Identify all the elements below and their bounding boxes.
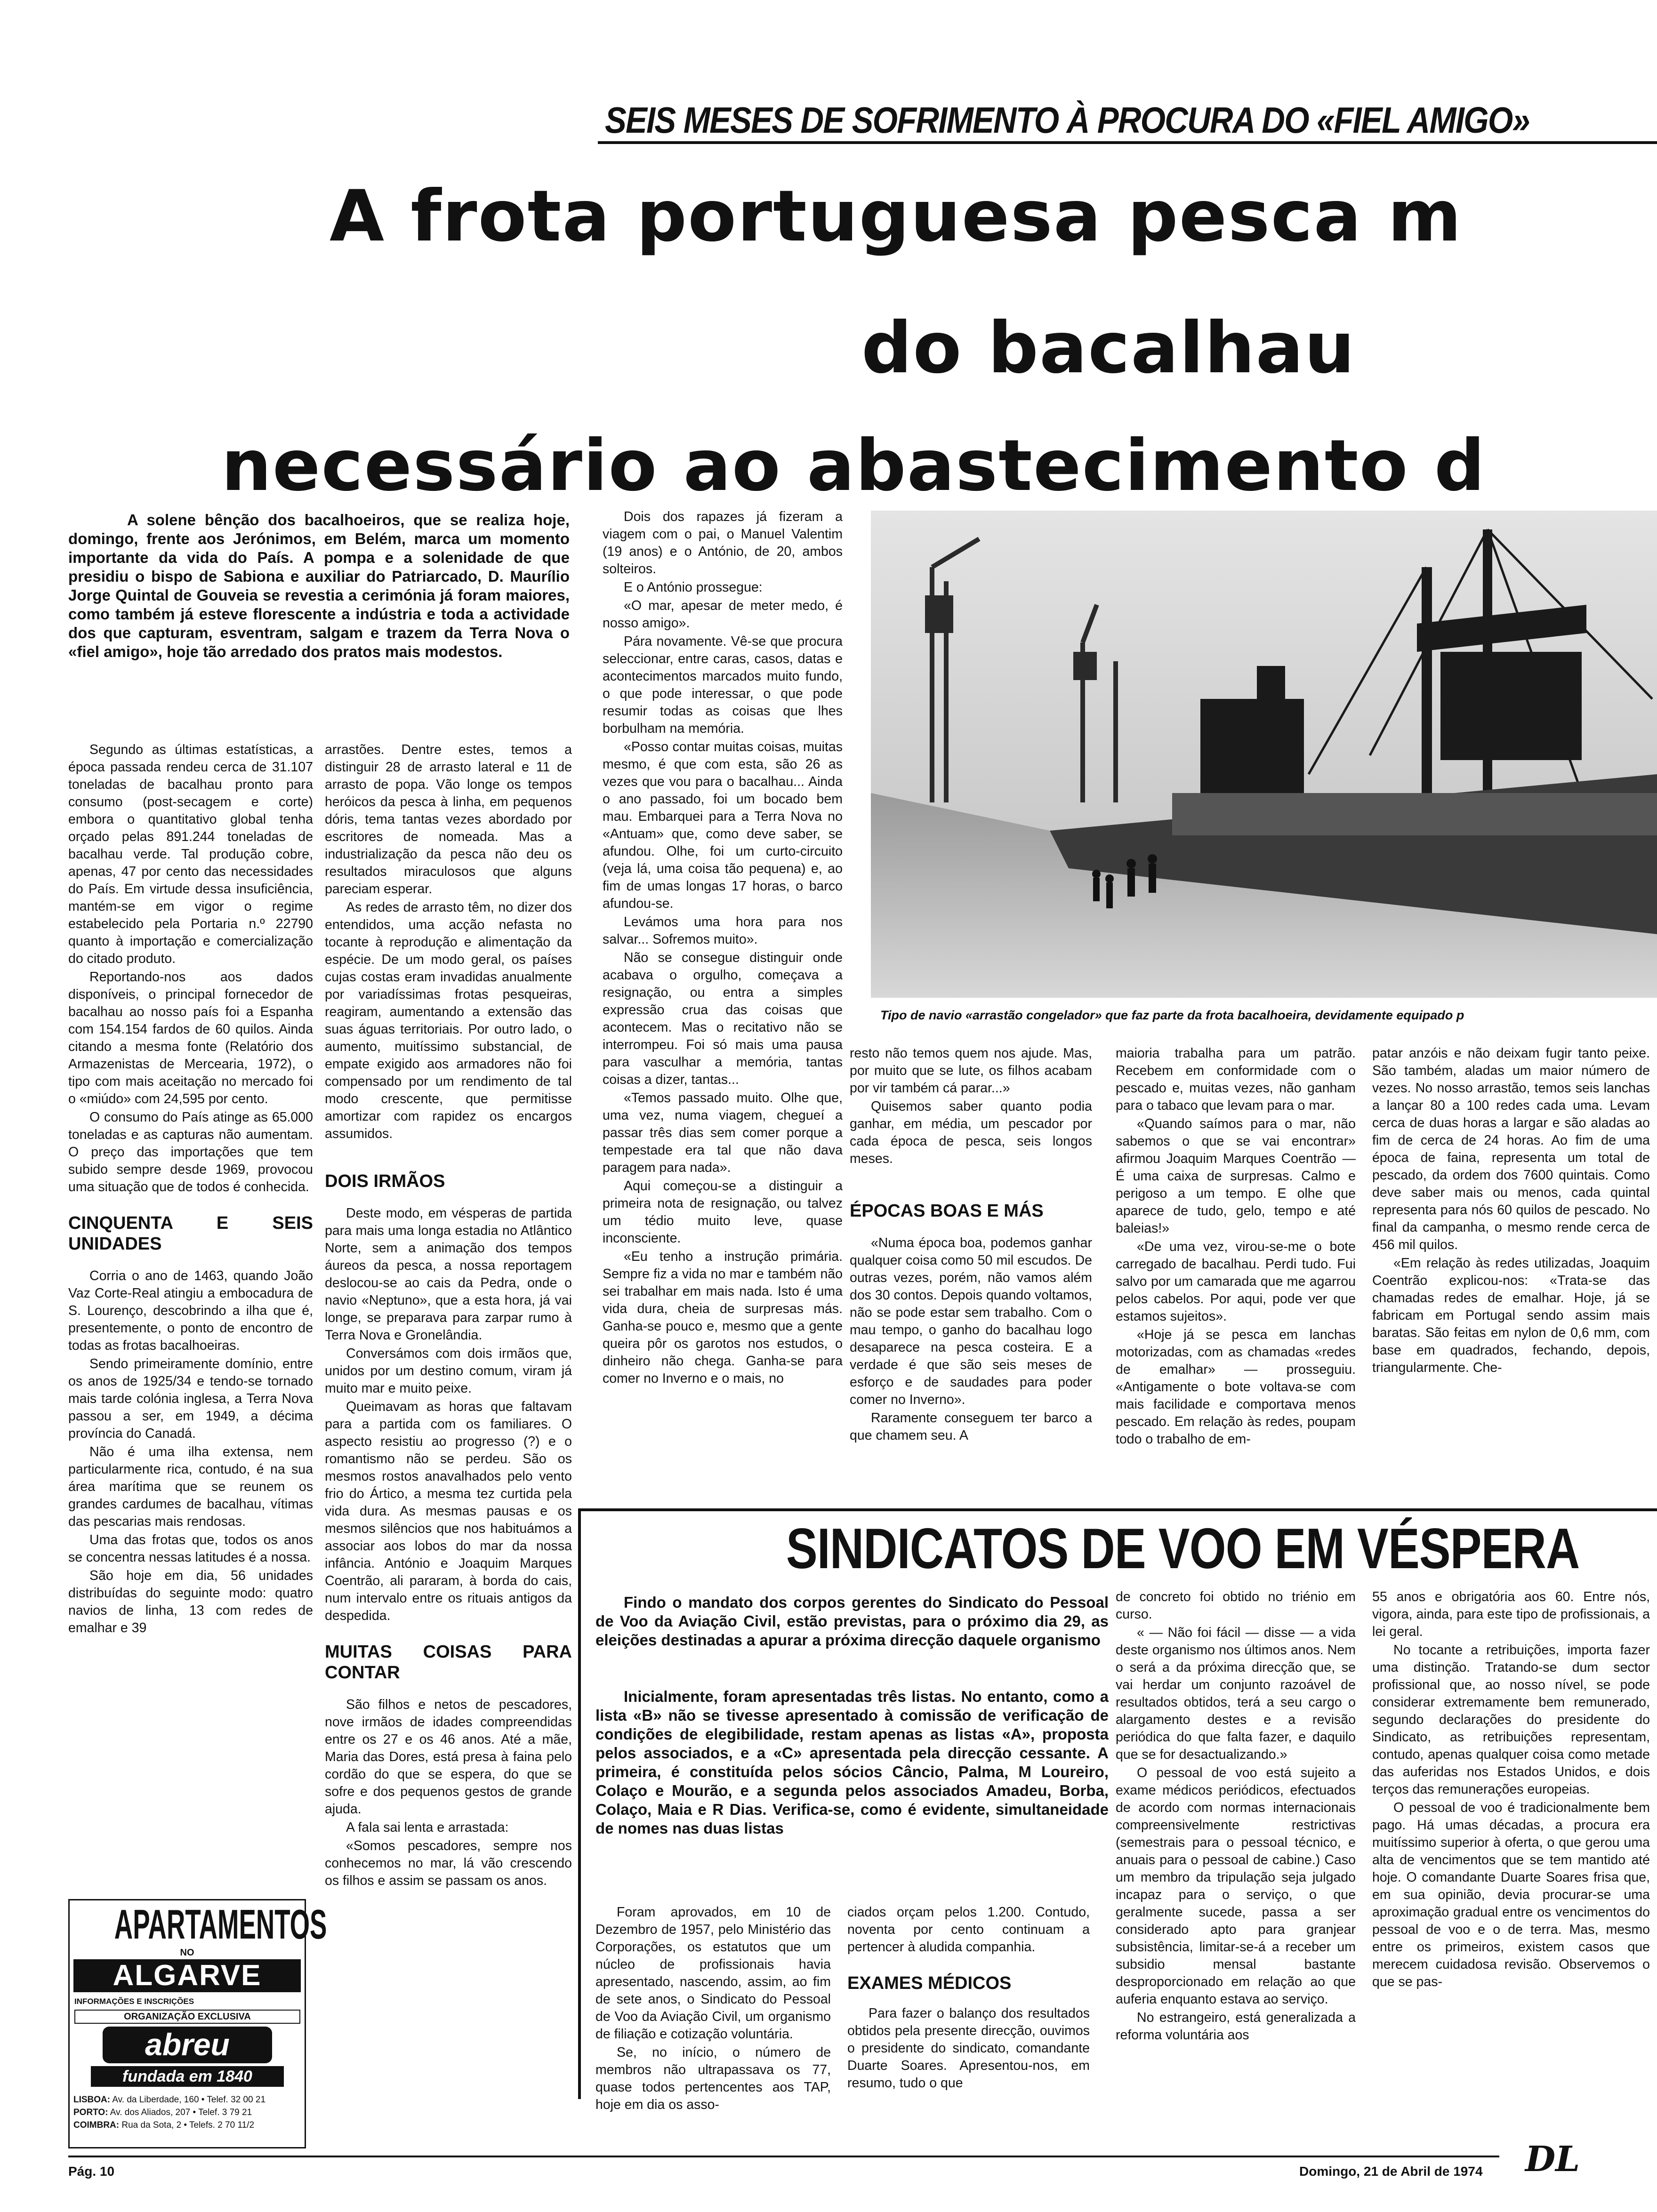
sind-left-rule	[578, 1508, 581, 2099]
paragraph: Raramente conseguem ter barco a que chamem seu. A	[850, 1411, 1092, 1443]
trawler-photo-illustration	[871, 511, 1657, 998]
paragraph: «Em relação às redes utilizadas, Joaquim Coentrão explicou-nos: «Trata-se das chamadas redes de emalhar. Hoje, já se fabricam em Portugal sendo assim mais baratas. São feitas em nylon de 0,6 mm, com base em quadrados, fechando, depois, triangularmente. Che-	[1372, 1256, 1650, 1375]
sind-lead: Findo o mandato dos corpos gerentes do Sindicato do Pessoal de Voo da Aviação Civil, estão previstas, para o próximo dia 29, as eleições destinadas a apurar a próxima direcção daquele organismo	[595, 1594, 1109, 1649]
sind-top-rule	[578, 1508, 1657, 1511]
column-4	[850, 1045, 1092, 1506]
paragraph: Foram aprovados, em 10 de Dezembro de 1957, pelo Ministério das Corporações, os estatutos que um núcleo de profissionais havia apresentado, nascendo, assim, ao fim de sete anos, o Sindicato do Pessoal de Voo da Aviação Civil, um organismo de filiação e cotização voluntária.	[595, 1905, 831, 2042]
paragraph: «Posso contar muitas coisas, muitas mesmo, é que com esta, são 26 as vezes que vou para o bacalhau... Ainda o ano passado, foi um bocado bem mau. Embarquei para a Terra Nova no «Antuam» que, como deve saber, se afundou. Olhe, foi um curto-circuito (veja lá, uma coisa tão pequena) e, ao fim de umas longas 17 horas, o barco afundou-se.	[603, 739, 843, 911]
paragraph: «Temos passado muito. Olhe que, uma vez, numa viagem, chegueí a passar três dias sem comer porque a tempestade era tal que não dava paragem para nada».	[603, 1090, 843, 1175]
paragraph: « — Não foi fácil — disse — a vida deste organismo nos últimos anos. Nem o será a da próxima direcção que, se vai herdar um conjunto razoável de resultados obtidos, terá a seu cargo o alargamento destes e a revisão periódica do que falta fazer, e daquilo que se for desactualizando.»	[1116, 1625, 1356, 1762]
kicker: SEIS MESES DE SOFRIMENTO À PROCURA DO «FIEL AMIGO»	[605, 99, 1529, 141]
paragraph: Segundo as últimas estatísticas, a época passada rendeu cerca de 31.107 toneladas de bacalhau pronto para consumo (post-secagem e corte) embora o quantitativo global tenha orçado pelas 891.244 toneladas de bacalhau verde. Tal produção cobre, apenas, 47 por cento das necessidades do País. Em virtude dessa insuficiência, mantém-se em vigor o regime estabelecido pela Portaria n.º 22790 quanto à importação e comercialização do citado produto.	[68, 742, 313, 966]
photo-trawler	[871, 511, 1657, 998]
ad-address: Av. da Liberdade, 160 • Telef. 32 00 21	[112, 2095, 266, 2105]
column-3	[603, 508, 843, 1501]
ad-address: Rua da Sota, 2 • Telefs. 2 70 11/2	[121, 2120, 255, 2130]
paragraph: Conversámos com dois irmãos que, unidos por um destino comum, viram já muito mar e muito peixe.	[325, 1346, 572, 1396]
paragraph: arrastões. Dentre estes, temos a distinguir 28 de arrasto lateral e 11 de arrasto de popa. Vão longe os tempos heróicos da pesca à linha, em pequenos dóris, tema tantas vezes abordado por escritores de nomeada. Mas a industrialização da pesca não deu os resultados miraculosos que alguns pareciam esperar.	[325, 742, 572, 897]
footer-date: Domingo, 21 de Abril de 1974	[1299, 2164, 1483, 2179]
paragraph: Para fazer o balanço dos resultados obtidos pela presente direcção, ouvimos o presidente do sindicato, comandante Duarte Soares. Apresentou-nos, em resumo, tudo o que	[847, 2006, 1090, 2091]
column-6	[1372, 1045, 1650, 1506]
column-5	[1116, 1045, 1356, 1506]
paragraph: «Quando saímos para o mar, não sabemos o que se vai encontrar» afirmou Joaquim Marques Coentrão — É uma caixa de surpresas. Calmo e perigoso a um tempo. E olhe que aparece de tudo, gelo, tempo e até baleias!»	[1116, 1116, 1356, 1236]
ad-title-1: APARTAMENTOS	[114, 1901, 327, 1948]
paragraph: resto não temos quem nos ajude. Mas, por muito que se lute, os filhos acabam por vir também cá parar...»	[850, 1046, 1092, 1096]
paragraph: 55 anos e obrigatória aos 60. Entre nós, vigora, ainda, para este tipo de profissionais, a lei geral.	[1372, 1589, 1650, 1639]
ad-no: NO	[180, 1948, 194, 1958]
lead-paragraph: A solene bênção dos bacalhoeiros, que se realiza hoje, domingo, frente aos Jerónimos, em Belém, marca um momento importante da vida do País. A pompa e a solenidade de que presidiu o bispo de Sabiona e auxiliar do Patriarcado, D. Maurílio Jorge Quintal de Gouveia se revestia a cerimónia já foram maiores, como também já esteve florescente a indústria e toda a actividade dos que capturam, esventram, salgam e trazem da Terra Nova o «fiel amigo», hoje tão arredado dos pratos mais modestos.	[68, 511, 570, 660]
ad-title-2: ALGARVE	[73, 1959, 301, 1992]
ad-city: LISBOA:	[73, 2095, 111, 2105]
subhead-muitas-coisas: MUITAS COISAS PARA CONTAR	[325, 1642, 572, 1683]
paragraph: Deste modo, em vésperas de partida para mais uma longa estadia no Atlântico Norte, sem a animação dos tempos áureos da pesca, a nossa reportagem deslocou-se ao cais da Pedra, onde o navio «Neptuno», que a esta hora, já vai longe, se preparava para zarpar rumo à Terra Nova e Gronelândia.	[325, 1206, 572, 1343]
paragraph: Quisemos saber quanto podia ganhar, em média, um pescador por cada época de pesca, seis longos meses.	[850, 1099, 1092, 1166]
footer-rule	[68, 2156, 1499, 2157]
subhead-epocas: ÉPOCAS BOAS E MÁS	[850, 1201, 1044, 1221]
sind-column-3	[1116, 1588, 1356, 2097]
paragraph: de concreto foi obtido no triénio em curso.	[1116, 1589, 1356, 1622]
ad-apartamentos-algarve[interactable]	[68, 1899, 327, 2148]
ad-city: PORTO:	[73, 2108, 108, 2117]
paragraph: E o António prossegue:	[624, 580, 763, 595]
paragraph: O pessoal de voo está sujeito a exame médicos periódicos, efectuados de acordo com normas internacionais compreensivelmente restrictivas (semestrais para o pessoal técnico, e anuais para o pessoal de cabine.) Caso um membro da tripulação seja julgado incapaz para o serviço, o que geralmente sucede, passa a ser considerado apto para granjear subsistência, limitar-se-á a receber um subsidio mensal bastante desproporcionado em relação ao que auferia enquanto estava ao serviço.	[1116, 1765, 1356, 2007]
column-2	[325, 741, 572, 2097]
paragraph: Levámos uma hora para nos salvar... Sofremos muito».	[603, 914, 843, 947]
headline-line-1: A frota portuguesa pesca m	[330, 176, 1463, 257]
subhead-cinquenta: CINQUENTA E SEIS UNIDADES	[68, 1213, 313, 1254]
paragraph: Aqui começou-se a distinguir a primeira nota de resignação, ou talvez um tédio muito leve, quase inconsciente.	[603, 1178, 843, 1246]
paragraph: «O mar, apesar de meter medo, é nosso amigo».	[603, 598, 843, 631]
sind-column-2	[847, 1904, 1090, 2097]
paragraph: ciados orçam pelos 1.200. Contudo, noventa por cento continuam a pertencer à aludida companhia.	[847, 1905, 1090, 1955]
ad-founded: fundada em 1840	[91, 2066, 284, 2087]
ad-city: COIMBRA:	[73, 2120, 120, 2130]
paragraph: «Eu tenho a instrução primária. Sempre fiz a vida no mar e também não sei trabalhar em mais nada. Isto é uma vida dura, cheia de surpresas más. Ganha-se pouco e, mesmo que a gente queira pôr os garotos nos estudos, o dinheiro não chega. Ganha-se para comer no Inverno e o mais, no	[603, 1249, 843, 1386]
ad-brand-logo: abreu	[103, 2027, 272, 2063]
ad-addresses	[73, 2093, 304, 2132]
paragraph: São filhos e netos de pescadores, nove irmãos de idades compreendidas entre os 27 e os 46 anos. Até a mãe, Maria das Dores, está presa à faina pelo cordão do que se espera, do que se sofre e dos pequenos gestos de grande ajuda.	[325, 1697, 572, 1817]
page-number: Pág. 10	[68, 2164, 115, 2179]
paragraph: Dois dos rapazes já fizeram a viagem com o pai, o Manuel Valentim (19 anos) e o António, de 20, ambos solteiros.	[603, 509, 843, 577]
paragraph: As redes de arrasto têm, no dizer dos entendidos, uma acção nefasta no tocante à reprodução e alimentação da espécie. De um modo geral, os países cujas costas eram invadidas anualmente por variadíssimas frotas pesqueiras, reagiram, aumentando a extensão das suas águas territoriais. Por outro lado, o aumento, muitíssimo substancial, de empate exigido aos armadores não foi compensado por um rendimento de tal modo crescente, que permitisse amortizar com rapidez os encargos assumidos.	[325, 900, 572, 1141]
headline-line-3: necessário ao abastecimento d	[221, 425, 1486, 507]
headline-line-2: do bacalhau	[861, 307, 1356, 389]
ad-info: INFORMAÇÕES E INSCRIÇÕES	[74, 1997, 194, 2006]
paragraph: No estrangeiro, está generalizada a reforma voluntária aos	[1116, 2010, 1356, 2043]
paragraph: Corria o ano de 1463, quando João Vaz Corte-Real atingiu a embocadura de S. Lourenço, descobrindo a ilha que é, presentemente, o ponto de encontro de todas as frotas bacalhoeiras.	[68, 1268, 313, 1353]
sind-headline: SINDICATOS DE VOO EM VÉSPERA	[786, 1516, 1580, 1580]
column-1	[68, 741, 313, 1890]
subhead-dois-irmaos: DOIS IRMÃOS	[325, 1171, 445, 1191]
sind-lead-2: Inicialmente, foram apresentadas três listas. No entanto, como a lista «B» não se tivesse apresentado à comissão de verificação de condições de elegibilidade, restam apenas as listas «A», proposta pelos associados, e a «C» apresentada pela direcção cessante. A primeira, é constituída pelos sócios Câncio, Palma, M Loureiro, Colaço e Mourão, e a segunda pelos associados Amadeu, Borba, Colaço, Maia e R Dias. Verifica-se, como é evidente, simultaneidade de nomes nas duas listas	[595, 1688, 1109, 1837]
paragraph: «De uma vez, virou-se-me o bote carregado de bacalhau. Perdi tudo. Fui salvo por um camarada que me agarrou pelos cabelos. Por aqui, pode ver que estamos sujeitos».	[1116, 1239, 1356, 1324]
paragraph: patar anzóis e não deixam fugir tanto peixe. São também, aladas um maior número de vezes. No nosso arrastão, temos seis lanchas a lançar 80 a 100 redes cada uma. Levam cerca de duas horas a largar e são aladas ao fim de cerca de 24 horas. Ao fim de uma época de faina, representa um total de pescado, da ordem dos 7600 quintais. Como deve saber mais ou menos, cada quintal representa para nós 60 quilos de pescado. No final da campanha, o mesmo rende cerca de 456 mil quilos.	[1372, 1046, 1650, 1252]
paragraph: Reportando-nos aos dados disponíveis, o principal fornecedor de bacalhau ao nosso país foi a Espanha com 154.154 fardos de 60 quilos. Ainda citando a mesma fonte (Relatório dos Armazenistas de Mercearia, 1972), o tipo com mais aceitação no mercado foi o «miúdo» com 24,595 por cento.	[68, 970, 313, 1106]
paragraph: A fala sai lenta e arrastada:	[346, 1820, 509, 1835]
paragraph: O pessoal de voo é tradicionalmente bem pago. Há umas décadas, a procura era muitíssimo superior à oferta, o que gerou uma alta de vencimentos que se tem mantido até hoje. O comandante Duarte Soares frisa que, em sua opinião, devia procurar-se uma aproximação gradual entre os vencimentos do pessoal de voo e o de terra. Mas, mesmo entre os primeiros, existem casos que merecem cuidadosa revisão. Observemos o que se pas-	[1372, 1800, 1650, 1989]
paragraph: Uma das frotas que, todos os anos se concentra nessas latitudes é a nossa.	[68, 1532, 313, 1565]
paragraph: São hoje em dia, 56 unidades distribuídas do seguinte modo: quatro navios de linha, 13 com redes de emalhar e 39	[68, 1568, 313, 1635]
paragraph: No tocante a retribuições, importa fazer uma distinção. Tratando-se dum sector profissional que, ao nosso nível, se pode considerar extremamente bem remunerado, segundo declarações do presidente do Sindicato, as retribuições representam, contudo, apenas qualquer coisa como metade das auferidas nos Estados Unidos, e dois terços das remunerações europeias.	[1372, 1643, 1650, 1797]
paragraph: Não é uma ilha extensa, nem particularmente rica, contudo, é na sua área marítima que se reunem os grandes cardumes de bacalhau, vítimas das pescarias mais rendosas.	[68, 1444, 313, 1529]
ad-org: ORGANIZAÇÃO EXCLUSIVA	[74, 2010, 300, 2024]
sind-column-4	[1372, 1588, 1650, 2097]
ad-address: Av. dos Aliados, 207 • Telef. 3 79 21	[110, 2108, 252, 2117]
photo-caption: Tipo de navio «arrastão congelador» que faz parte da frota bacalhoeira, devidamente equipado p	[880, 1008, 1464, 1022]
paragraph: Não se consegue distinguir onde acabava o orgulho, começava a resignação, ou entra a simples expressão crua das coisas que acontecem. Mas o recitativo não se interrompeu. Foi só mais uma pausa para vasculhar a memória, tantas coisas a dizer, tantas...	[603, 950, 843, 1087]
paragraph: maioria trabalha para um patrão. Recebem em conformidade com o pescado e, muitas vezes, não ganham para o tabaco que levam para o mar.	[1116, 1046, 1356, 1113]
paragraph: Sendo primeiramente domínio, entre os anos de 1925/34 e tendo-se tornado mais tarde colónia inglesa, a Terra Nova passou a ser, em 1949, a décima província do Canadá.	[68, 1356, 313, 1441]
subhead-exames: EXAMES MÉDICOS	[847, 1973, 1012, 1993]
sind-column-1	[595, 1904, 831, 2112]
paragraph: Se, no início, o número de membros não ultrapassava os 77, quase todos pertencentes aos TAP, hoje em dia os asso-	[595, 2045, 831, 2112]
paragraph: O consumo do País atinge as 65.000 toneladas e as capturas não aumentam. O preço das importações que tem subido sempre desde 1969, provocou uma situação que de todos é conhecida.	[68, 1110, 313, 1194]
paragraph: «Somos pescadores, sempre nos conhecemos no mar, lá vão crescendo os filhos e assim se passam os anos.	[325, 1838, 572, 1888]
newspaper-logo: DL	[1525, 2139, 1580, 2180]
paragraph: «Hoje já se pesca em lanchas motorizadas, com as chamadas «redes de emalhar» — prosseguiu. «Antigamente o bote voltava-se com mais facilidade e comportava menos pescado. Em relação às redes, poupam todo o trabalho de em-	[1116, 1327, 1356, 1447]
paragraph: «Numa época boa, podemos ganhar qualquer coisa como 50 mil escudos. De outras vezes, porém, não vamos além dos 30 contos. Depois quando voltamos, não se pode estar sem trabalho. Com o mau tempo, o ganho do bacalhau logo desaparece na pesca costeira. E a verdade é que são seis meses de esforço e de saudades para poder comer no Inverno».	[850, 1235, 1092, 1407]
paragraph: Pára novamente. Vê-se que procura seleccionar, entre caras, casos, datas e acontecimentos marcados muito fundo, o que pode interessar, o que pode resumir todas as coisas que lhes borbulham na memória.	[603, 634, 843, 736]
paragraph: Queimavam as horas que faltavam para a partida com os familiares. O aspecto resistiu ao progresso (?) e o romantismo não se perdeu. São os mesmos rostos anavalhados pelo vento frio do Ártico, a mesma tez curtida pela vida dura. As mesmas pausas e os mesmos silêncios que nos habituámos a associar aos lobos do mar da nossa infância. António e Joaquim Marques Coentrão, ali pararam, à borda do cais, num intervalo entre os rituais antigos da despedida.	[325, 1399, 572, 1623]
